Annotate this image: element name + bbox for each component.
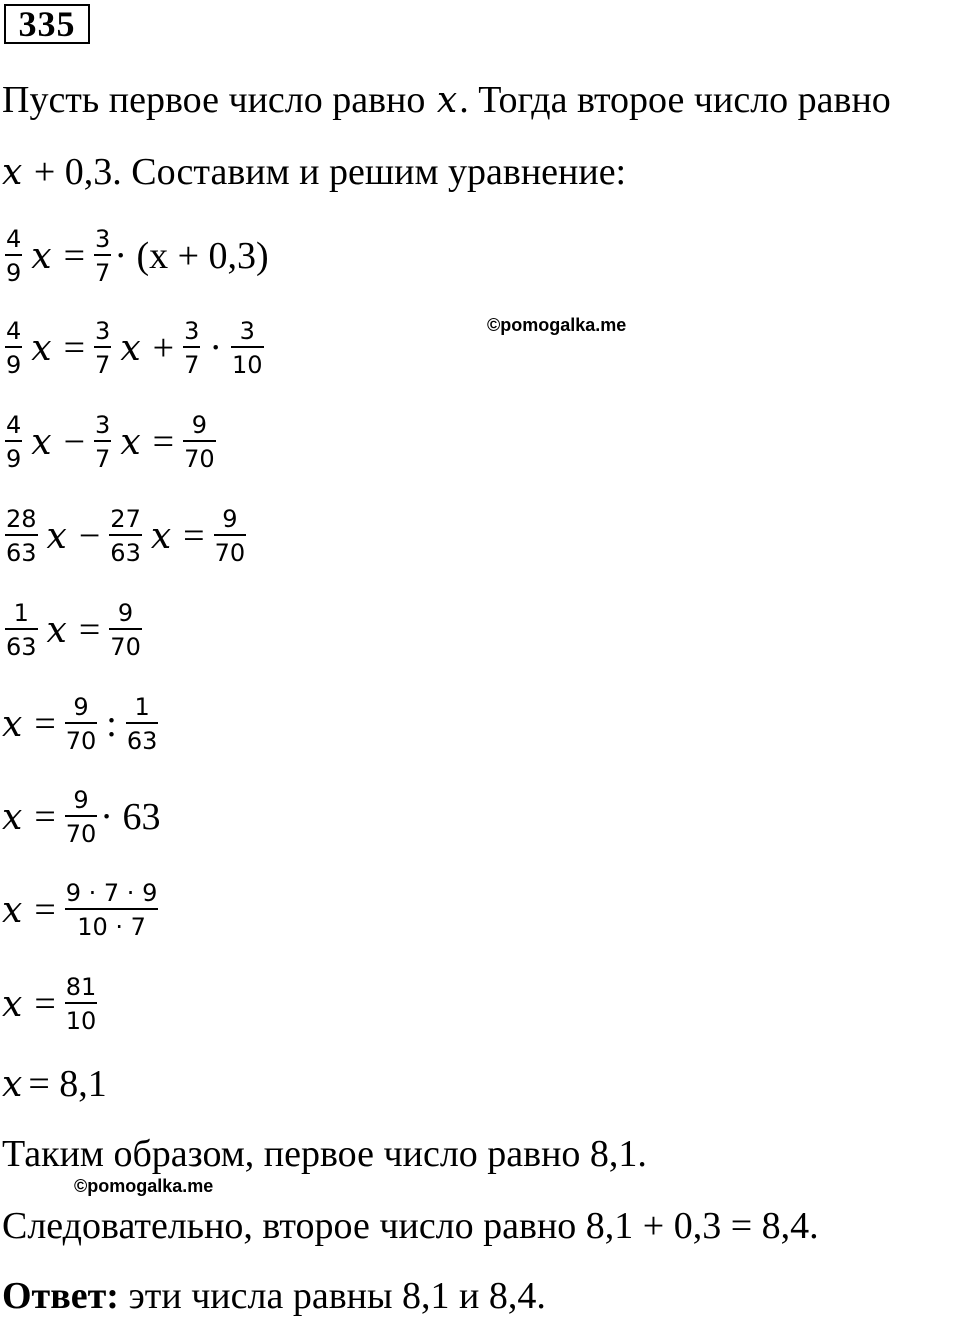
expression-rest: = 8,1 — [28, 1063, 107, 1105]
fraction: $\frac{9}{70}$ — [110, 599, 141, 661]
variable-x: x — [2, 703, 23, 745]
equation-step-8: x = $\frac{9 \cdot 7 \cdot 9}{10 \cdot 7}$ — [2, 879, 158, 941]
fraction: $\frac{3}{7}$ — [184, 317, 200, 379]
equation-step-4: $\frac{28}{63}$ x − $\frac{27}{63}$ x = $\frac{9}{70}$ — [6, 505, 246, 567]
variable-x: x — [436, 80, 458, 121]
answer-label: Ответ: — [2, 1275, 119, 1317]
equation-step-7: x = $\frac{9}{70}$ · 63 — [2, 786, 161, 848]
fraction: $\frac{28}{63}$ — [6, 505, 37, 567]
variable-x: x — [150, 515, 172, 557]
fraction: $\frac{9}{70}$ — [65, 693, 97, 755]
variable-x: x — [2, 1064, 23, 1105]
watermark: ©pomogalka.me — [74, 1176, 214, 1196]
answer-text: эти числа равны 8,1 и 8,4. — [118, 1275, 546, 1317]
variable-x: x — [2, 983, 23, 1025]
watermark: ©pomogalka.me — [487, 315, 627, 335]
fraction: $\frac{9}{70}$ — [184, 411, 215, 473]
equation-step-2: $\frac{4}{9}$ x = $\frac{3}{7}$ x + $\frac{3}{7}$ · $\frac{3}{10}$ — [6, 317, 263, 379]
variable-x: x — [31, 235, 52, 277]
fraction: $\frac{1}{63}$ — [126, 693, 158, 755]
fraction: $\frac{4}{9}$ — [6, 317, 22, 379]
intro-text: + 0,3. Составим и решим уравнение: — [24, 151, 627, 193]
variable-x: x — [120, 327, 141, 369]
fraction: $\frac{9 \cdot 7 \cdot 9}{10 \cdot 7}$ — [65, 879, 158, 941]
fraction: $\frac{27}{63}$ — [110, 505, 141, 567]
fraction: $\frac{81}{10}$ — [65, 973, 97, 1035]
problem-number: 335 — [4, 4, 90, 44]
variable-x: x — [2, 889, 23, 931]
equation-step-1: $\frac{4}{9}$ x = $\frac{3}{7}$ · (x + 0,3) — [6, 225, 269, 287]
fraction: $\frac{3}{10}$ — [232, 317, 263, 379]
variable-x: x — [31, 327, 52, 369]
fraction: $\frac{3}{7}$ — [95, 411, 111, 473]
equation-step-3: $\frac{4}{9}$ x − $\frac{3}{7}$ x = $\frac{9}{70}$ — [6, 411, 215, 473]
equation-step-6: x = $\frac{9}{70}$ : $\frac{1}{63}$ — [2, 693, 158, 755]
fraction: $\frac{3}{7}$ — [95, 317, 111, 379]
expression-rest: · 63 — [100, 796, 161, 838]
conclusion-2: Следовательно, второе число равно 8,1 + 0,3 = 8,4. — [2, 1205, 819, 1247]
fraction: $\frac{3}{7}$ — [95, 225, 111, 287]
answer-line — [2, 1274, 546, 1318]
variable-x: x — [120, 421, 141, 463]
fraction: $\frac{9}{70}$ — [65, 786, 97, 848]
fraction: $\frac{4}{9}$ — [6, 225, 22, 287]
variable-x: x — [46, 515, 67, 557]
intro-text: . Тогда второе число равно — [459, 79, 891, 121]
conclusion-1: Таким образом, первое число равно 8,1. — [2, 1133, 647, 1175]
equation-step-5: $\frac{1}{63}$ x = $\frac{9}{70}$ — [6, 599, 141, 661]
intro-text: Пусть первое число равно — [2, 79, 435, 121]
intro-line-1 — [2, 78, 891, 123]
equation-step-9: x = $\frac{81}{10}$ — [2, 973, 97, 1035]
expression-rest: · (x + 0,3) — [114, 235, 269, 277]
equation-step-10 — [2, 1062, 107, 1107]
variable-x: x — [2, 152, 23, 193]
fraction: $\frac{9}{70}$ — [214, 505, 246, 567]
variable-x: x — [31, 421, 52, 463]
fraction: $\frac{4}{9}$ — [6, 411, 22, 473]
fraction: $\frac{1}{63}$ — [6, 599, 37, 661]
variable-x: x — [2, 796, 23, 838]
variable-x: x — [46, 609, 67, 651]
intro-line-2 — [2, 150, 626, 195]
